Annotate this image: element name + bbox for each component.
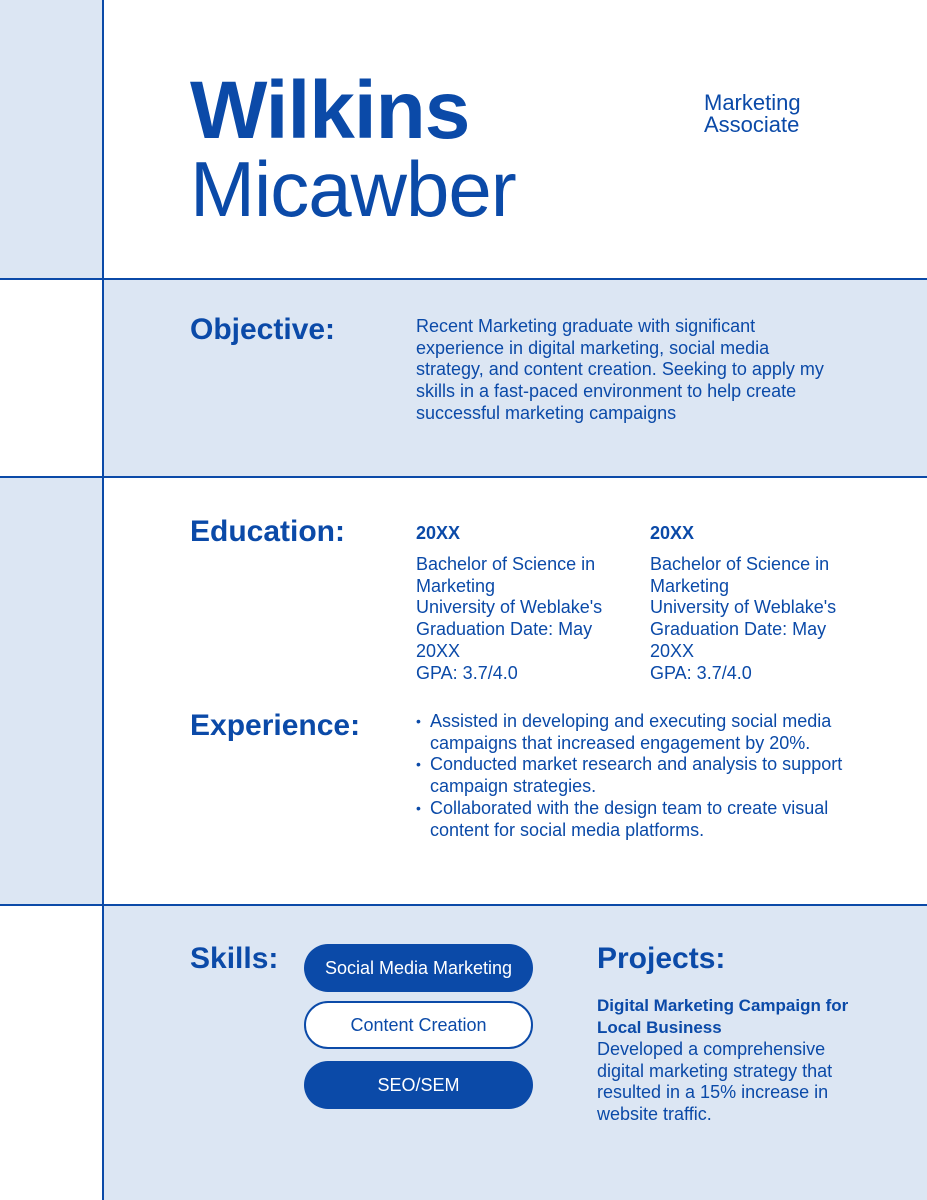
left-margin-middle-band (0, 478, 102, 904)
education-entry (650, 524, 850, 684)
experience-heading: Experience: (190, 709, 361, 742)
skills-heading: Skills: (190, 942, 279, 975)
education-entry (416, 524, 616, 684)
education-graduation: Graduation Date: May 20XX (416, 619, 593, 661)
first-name: Wilkins (190, 65, 470, 156)
project-title: Digital Marketing Campaign for Local Business (597, 996, 849, 1037)
divider-1 (0, 278, 927, 280)
experience-item (416, 798, 856, 841)
experience-item-text: Conducted market research and analysis to support campaign strategies. (430, 754, 843, 797)
divider-2 (0, 476, 927, 478)
divider-3 (0, 904, 927, 906)
job-title-line-2: Associate (704, 112, 800, 137)
skill-pill: Social Media Marketing (304, 944, 533, 992)
education-graduation: Graduation Date: May 20XX (650, 619, 827, 661)
education-degree: Bachelor of Science in Marketing (650, 554, 830, 596)
projects-heading: Projects: (597, 942, 726, 975)
experience-item (416, 711, 856, 754)
job-title-line-1: Marketing (704, 90, 801, 115)
vertical-divider (102, 0, 104, 1200)
experience-list (416, 711, 856, 841)
education-heading: Education: (190, 515, 345, 548)
experience-item-text: Assisted in developing and executing social media campaigns that increased engagement by 20%. (430, 711, 832, 753)
objective-text: Recent Marketing graduate with significant experience in digital marketing, social media strategy, and content creation. Seeking to apply my skills in a fast-paced environment to help create successful marketing campaigns (416, 316, 824, 423)
job-title (704, 92, 801, 136)
experience-item (416, 754, 856, 797)
education-gpa: GPA: 3.7/4.0 (650, 662, 752, 683)
education-year: 20XX (416, 523, 461, 543)
project-description: Developed a comprehensive digital marketing strategy that resulted in a 15% increase in website traffic. (597, 1039, 833, 1125)
left-margin-top-band (0, 0, 102, 278)
bullet-icon: • (416, 799, 421, 816)
last-name: Micawber (190, 145, 516, 233)
bullet-icon: • (416, 713, 421, 729)
skill-pill: SEO/SEM (304, 1061, 533, 1109)
bullet-icon: • (416, 756, 421, 773)
education-year: 20XX (650, 523, 695, 543)
education-degree: Bachelor of Science in Marketing (416, 554, 596, 596)
objective-heading: Objective: (190, 313, 336, 346)
education-school: University of Weblake's (416, 597, 603, 618)
experience-item-text: Collaborated with the design team to create visual content for social media platforms. (430, 797, 829, 840)
skill-pill: Content Creation (304, 1001, 533, 1049)
education-gpa: GPA: 3.7/4.0 (416, 662, 518, 683)
education-school: University of Weblake's (650, 597, 837, 618)
